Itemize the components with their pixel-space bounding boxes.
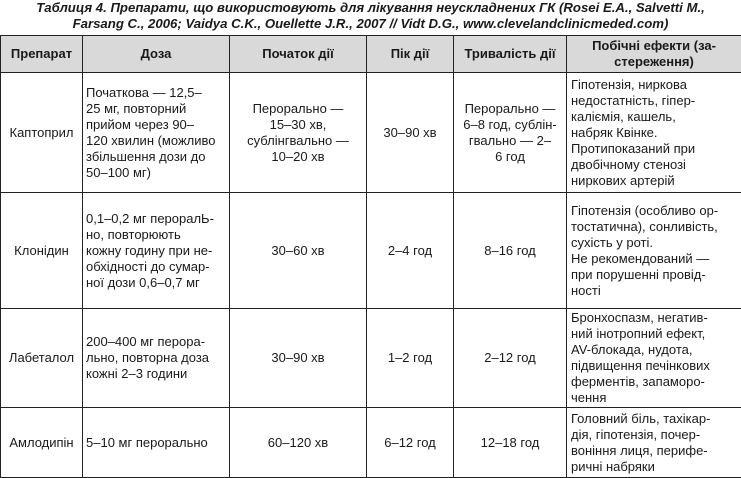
- dose-line: но, повторюють: [86, 227, 226, 243]
- table-caption: [0, 0, 741, 32]
- duration-cell: [454, 309, 567, 408]
- caption-line-2: Farsang C., 2006; Vaidya C.K., Ouellette J.R., 2007 // Vidt D.G., www.clevelandclinicmeded.com): [0, 16, 741, 32]
- dose-line: 5–10 мг перорально: [86, 435, 226, 451]
- onset-cell: [230, 193, 367, 309]
- dose-line: 120 хвилин (можливо: [86, 133, 226, 149]
- dose-line: 50–100 мг): [86, 165, 226, 181]
- dose-line: 25 мг, повторний: [86, 101, 226, 117]
- side-effect-line: набряк Квінке.: [571, 125, 737, 141]
- header-peak: Пік дії: [367, 36, 454, 73]
- duration-line: 6–8 год, сублін-: [457, 117, 563, 133]
- side-effect-line: сухість у роті.: [571, 235, 737, 251]
- drug-name-cell: Амлодипін: [1, 408, 83, 478]
- onset-line: 10–20 хв: [233, 149, 363, 165]
- header-duration: Тривалість дії: [454, 36, 567, 73]
- caption-line-1: Таблиця 4. Препарати, що використовують для лікування неускладнених ГК (Rosei E.A., Salvetti M.,: [0, 0, 741, 16]
- header-onset: Початок дії: [230, 36, 367, 73]
- side-effect-line: каліємія, кашель,: [571, 109, 737, 125]
- peak-cell: [367, 73, 454, 193]
- drug-name-cell: Каптоприл: [1, 73, 83, 193]
- dose-cell: [83, 73, 230, 193]
- side-effects-paragraph: [571, 411, 737, 475]
- peak-line: 30–90 хв: [370, 125, 450, 141]
- dose-line: кожну годину при не-: [86, 243, 226, 259]
- side-effects-cell: [567, 408, 741, 478]
- side-effect-line: Гіпотензія, ниркова: [571, 77, 737, 93]
- side-effect-line: ний інотропний ефект,: [571, 326, 737, 342]
- header-row: [1, 36, 741, 73]
- side-effect-line: недостатність, гіпер-: [571, 93, 737, 109]
- dose-line: кожні 2–3 години: [86, 366, 226, 382]
- dose-line: 200–400 мг перора-: [86, 334, 226, 350]
- peak-line: 6–12 год: [370, 435, 450, 451]
- side-effect-line: воніння лиця, перифе-: [571, 443, 737, 459]
- side-effects-paragraph: [571, 77, 737, 141]
- onset-line: 60–120 хв: [233, 435, 363, 451]
- side-effect-line: ричні набряки: [571, 459, 737, 475]
- peak-cell: [367, 309, 454, 408]
- dose-line: 0,1–0,2 мг пероралЬ-: [86, 211, 226, 227]
- table-row: [1, 73, 741, 193]
- onset-line: Перорально —: [233, 101, 363, 117]
- onset-cell: [230, 309, 367, 408]
- side-effect-line: Бронхоспазм, негатив-: [571, 310, 737, 326]
- side-effects-paragraph: [571, 141, 737, 189]
- duration-line: 2–12 год: [457, 350, 563, 366]
- duration-cell: [454, 73, 567, 193]
- side-effect-line: двобічному стенозі: [571, 157, 737, 173]
- side-effect-line: дія, гіпотензія, почер-: [571, 427, 737, 443]
- drug-name-cell: Лабеталол: [1, 309, 83, 408]
- side-effects-paragraph: [571, 203, 737, 251]
- side-effects-cell: [567, 193, 741, 309]
- side-effects-paragraph: [571, 310, 737, 406]
- header-side-effects: Побічні ефекти (за- стереження): [567, 36, 741, 73]
- side-effects-paragraph: [571, 251, 737, 299]
- side-effect-line: AV-блокада, нудота,: [571, 342, 737, 358]
- table-row: [1, 408, 741, 478]
- drug-table: [0, 35, 741, 478]
- peak-cell: [367, 408, 454, 478]
- duration-line: 6 год: [457, 149, 563, 165]
- onset-line: 30–90 хв: [233, 350, 363, 366]
- duration-line: 8–16 год: [457, 243, 563, 259]
- duration-cell: [454, 408, 567, 478]
- peak-line: 2–4 год: [370, 243, 450, 259]
- duration-line: гвально — 2–: [457, 133, 563, 149]
- side-effect-line: Гіпотензія (особливо ор-: [571, 203, 737, 219]
- side-effect-line: ферментів, запаморо-: [571, 374, 737, 390]
- header-dose: Доза: [83, 36, 230, 73]
- header-drug: Препарат: [1, 36, 83, 73]
- side-effect-line: Протипоказаний при: [571, 141, 737, 157]
- dose-line: льно, повторна доза: [86, 350, 226, 366]
- side-effects-cell: [567, 309, 741, 408]
- dose-line: ної дози 0,6–0,7 мг: [86, 275, 226, 291]
- onset-line: 30–60 хв: [233, 243, 363, 259]
- dose-cell: [83, 309, 230, 408]
- side-effect-line: Головний біль, тахікар-: [571, 411, 737, 427]
- dose-line: обхідності до сумар-: [86, 259, 226, 275]
- dose-cell: [83, 193, 230, 309]
- dose-line: збільшення дози до: [86, 149, 226, 165]
- duration-line: 12–18 год: [457, 435, 563, 451]
- onset-line: 15–30 хв,: [233, 117, 363, 133]
- side-effect-line: тостатична), сонливість,: [571, 219, 737, 235]
- table-row: [1, 309, 741, 408]
- duration-line: Перорально —: [457, 101, 563, 117]
- duration-cell: [454, 193, 567, 309]
- side-effect-line: Не рекомендований —: [571, 251, 737, 267]
- side-effect-line: підвищення печінкових: [571, 358, 737, 374]
- side-effects-cell: [567, 73, 741, 193]
- onset-cell: [230, 73, 367, 193]
- table-row: [1, 193, 741, 309]
- dose-line: прийом через 90–: [86, 117, 226, 133]
- side-effect-line: чення: [571, 390, 737, 406]
- peak-line: 1–2 год: [370, 350, 450, 366]
- drug-name-cell: Клонідин: [1, 193, 83, 309]
- side-effect-line: при порушенні провід-: [571, 267, 737, 283]
- peak-cell: [367, 193, 454, 309]
- onset-cell: [230, 408, 367, 478]
- dose-line: Початкова — 12,5–: [86, 85, 226, 101]
- side-effect-line: ниркових артерій: [571, 173, 737, 189]
- side-effect-line: ності: [571, 283, 737, 299]
- onset-line: сублінгвально —: [233, 133, 363, 149]
- dose-cell: [83, 408, 230, 478]
